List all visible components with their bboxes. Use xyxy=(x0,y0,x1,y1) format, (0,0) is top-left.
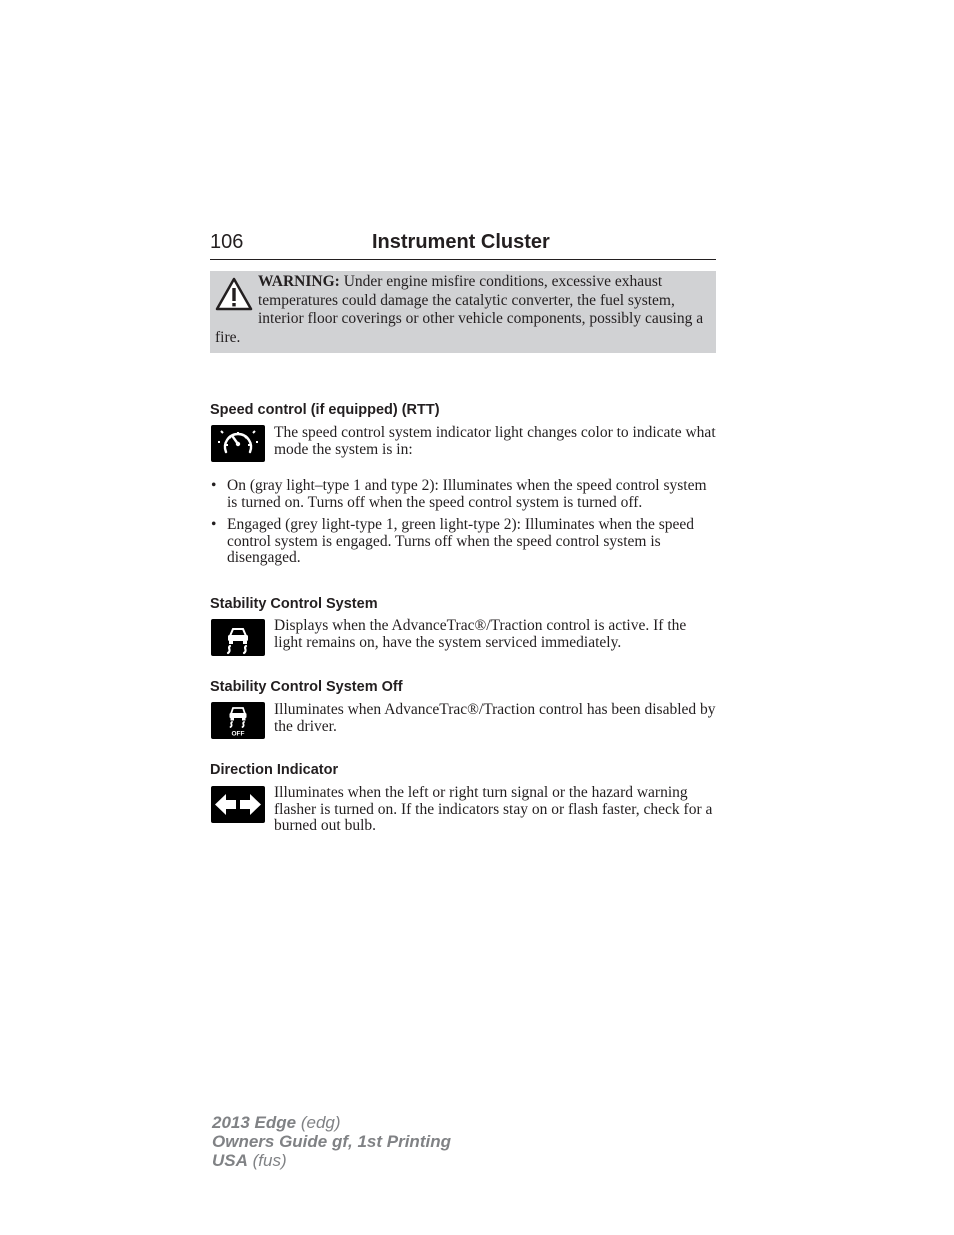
list-item xyxy=(210,478,716,511)
stability-control-off-heading: Stability Control System Off xyxy=(210,679,403,695)
page-footer xyxy=(212,1113,451,1170)
off-label: OFF xyxy=(231,730,245,738)
stability-control-description: Displays when the AdvanceTrac®/Traction control is active. If the light remains on, have the system serviced immediately. xyxy=(274,617,687,651)
speed-control-icon xyxy=(211,425,265,462)
speed-control-description: The speed control system indicator light changes color to indicate what mode the system is in: xyxy=(274,424,716,458)
footer-line-2: Owners Guide gf, 1st Printing xyxy=(212,1132,451,1151)
stability-control-off-description: Illuminates when AdvanceTrac®/Traction control has been disabled by the driver. xyxy=(274,701,716,735)
stability-control-heading: Stability Control System xyxy=(210,596,378,612)
speed-control-bullets xyxy=(210,478,716,573)
warning-text: Under engine misfire conditions, excessive exhaust temperatures could damage the catalytic converter, the fuel system, interior floor coverings or other vehicle components, possibly causing a fire. xyxy=(215,273,704,346)
footer-line-1: 2013 Edge (edg) xyxy=(212,1113,341,1132)
chapter-title: Instrument Cluster xyxy=(372,231,550,253)
bullet-text: On (gray light–type 1 and type 2): Illuminates when the speed control system is turned on. Turns off when the speed control system is turned off. xyxy=(227,477,707,511)
direction-indicator-description: Illuminates when the left or right turn signal or the hazard warning flasher is turned on. If the indicators stay on or flash faster, check for a burned out bulb. xyxy=(274,784,713,835)
page-number: 106 xyxy=(210,231,244,253)
warning-triangle-icon xyxy=(215,276,253,312)
page-header xyxy=(210,230,716,260)
bullet-text: Engaged (grey light-type 1, green light-type 2): Illuminates when the speed control system is engaged. Turns off when the speed control system is disengaged. xyxy=(227,516,695,567)
bullet-glyph: • xyxy=(211,516,217,534)
stability-control-icon xyxy=(211,619,265,656)
direction-indicator-heading: Direction Indicator xyxy=(210,762,339,778)
list-item xyxy=(210,517,716,567)
direction-indicator-icon xyxy=(211,786,265,823)
warning-box xyxy=(210,271,716,353)
warning-label: WARNING: xyxy=(258,273,340,290)
stability-control-off-icon xyxy=(211,702,265,739)
bullet-glyph: • xyxy=(211,477,217,494)
footer-line-3: USA (fus) xyxy=(212,1151,287,1170)
speed-control-heading: Speed control (if equipped) (RTT) xyxy=(210,402,440,418)
